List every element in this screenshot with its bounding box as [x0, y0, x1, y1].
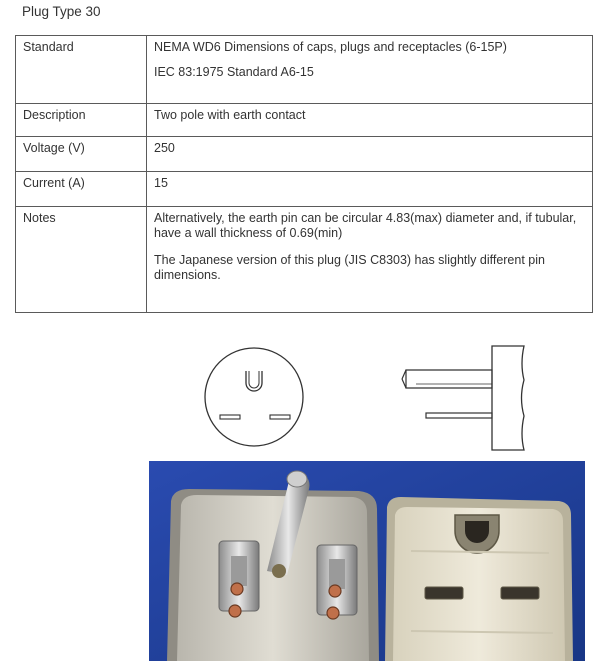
value-line: The Japanese version of this plug (JIS C8303) has slightly different pin dimensions. [154, 253, 545, 282]
page-title: Plug Type 30 [22, 4, 101, 19]
plug-adapter-photo-icon [149, 461, 585, 661]
row-value [147, 172, 593, 207]
value-line: Alternatively, the earth pin can be circular 4.83(max) diameter and, if tubular, have a wall thickness of 0.69(min) [154, 211, 577, 240]
table-row [16, 207, 593, 313]
row-label: Standard [16, 36, 147, 104]
row-label: Description [16, 104, 147, 137]
value-line: 15 [154, 176, 168, 190]
row-value [147, 207, 593, 313]
spec-table [15, 35, 593, 313]
table-row [16, 36, 593, 104]
plug-side-drawing-icon [398, 344, 528, 452]
table-row [16, 104, 593, 137]
table-row [16, 172, 593, 207]
row-label: Voltage (V) [16, 137, 147, 172]
value-line: Two pole with earth contact [154, 108, 306, 122]
value-line: NEMA WD6 Dimensions of caps, plugs and receptacles (6-15P) [154, 40, 507, 54]
row-value [147, 104, 593, 137]
value-line: 250 [154, 141, 175, 155]
plug-face-drawing-icon [202, 345, 308, 451]
table-row [16, 137, 593, 172]
row-label: Notes [16, 207, 147, 313]
row-value [147, 36, 593, 104]
row-label: Current (A) [16, 172, 147, 207]
value-line: IEC 83:1975 Standard A6-15 [154, 65, 314, 79]
row-value [147, 137, 593, 172]
